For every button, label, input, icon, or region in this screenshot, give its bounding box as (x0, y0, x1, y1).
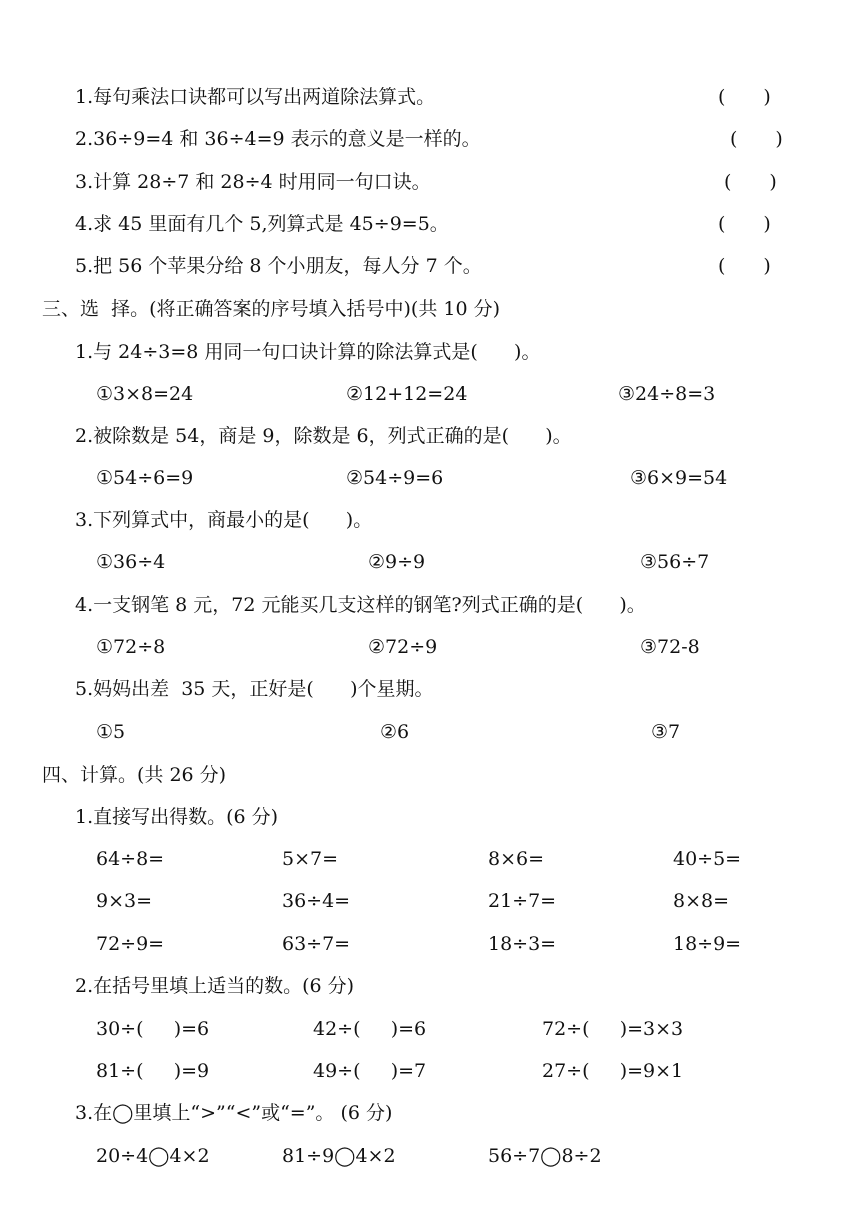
calc-item[interactable]: 40÷5= (673, 848, 742, 870)
choice-option[interactable]: ①5 (96, 721, 126, 743)
compare-item[interactable]: 20÷4◯4×2 (96, 1145, 210, 1167)
fill-item[interactable]: 42÷( )=6 (313, 1018, 427, 1040)
answer-paren-2[interactable]: ( ) (730, 128, 783, 150)
choice-option[interactable]: ③72-8 (640, 636, 700, 658)
fill-item[interactable]: 27÷( )=9×1 (542, 1060, 684, 1082)
choice-question-4: 4.一支钢笔 8 元，72 元能买几支这样的钢笔?列式正确的是( )。 (75, 594, 646, 616)
compare-item[interactable]: 56÷7◯8÷2 (488, 1145, 602, 1167)
answer-paren-5[interactable]: ( ) (718, 255, 771, 277)
choice-question-3: 3.下列算式中，商最小的是( )。 (75, 509, 373, 531)
judge-item-1: 1.每句乘法口诀都可以写出两道除法算式。 (75, 86, 436, 108)
calc-item[interactable]: 18÷9= (673, 933, 742, 955)
calc-item[interactable]: 18÷3= (488, 933, 557, 955)
judge-item-4: 4.求 45 里面有几个 5,列算式是 45÷9=5。 (75, 213, 449, 235)
answer-paren-3[interactable]: ( ) (724, 171, 777, 193)
choice-option[interactable]: ①54÷6=9 (96, 467, 194, 489)
answer-paren-4[interactable]: ( ) (718, 213, 771, 235)
choice-option[interactable]: ③6×9=54 (630, 467, 728, 489)
section4-heading: 四、计算。(共 26 分) (42, 764, 227, 786)
choice-option[interactable]: ③7 (651, 721, 681, 743)
calc-item[interactable]: 5×7= (282, 848, 339, 870)
choice-option[interactable]: ①72÷8 (96, 636, 166, 658)
choice-question-2: 2.被除数是 54，商是 9，除数是 6，列式正确的是( )。 (75, 425, 572, 447)
choice-option[interactable]: ②12+12=24 (346, 383, 468, 405)
calc-item[interactable]: 9×3= (96, 890, 153, 912)
calc-part2-title: 2.在括号里填上适当的数。(6 分) (75, 975, 355, 997)
choice-option[interactable]: ②9÷9 (368, 551, 426, 573)
judge-item-2: 2.36÷9=4 和 36÷4=9 表示的意义是一样的。 (75, 128, 481, 150)
choice-option[interactable]: ①3×8=24 (96, 383, 194, 405)
compare-item[interactable]: 81÷9◯4×2 (282, 1145, 396, 1167)
choice-option[interactable]: ①36÷4 (96, 551, 166, 573)
calc-item[interactable]: 8×8= (673, 890, 730, 912)
choice-option[interactable]: ②54÷9=6 (346, 467, 444, 489)
choice-option[interactable]: ②72÷9 (368, 636, 438, 658)
calc-part3-title: 3.在◯里填上“>”“<”或“=”。 (6 分) (75, 1102, 393, 1124)
calc-item[interactable]: 64÷8= (96, 848, 165, 870)
answer-paren-1[interactable]: ( ) (718, 86, 771, 108)
calc-item[interactable]: 72÷9= (96, 933, 165, 955)
calc-item[interactable]: 21÷7= (488, 890, 557, 912)
judge-item-5: 5.把 56 个苹果分给 8 个小朋友，每人分 7 个。 (75, 255, 482, 277)
calc-item[interactable]: 63÷7= (282, 933, 351, 955)
fill-item[interactable]: 49÷( )=7 (313, 1060, 427, 1082)
choice-question-1: 1.与 24÷3=8 用同一句口诀计算的除法算式是( )。 (75, 341, 541, 363)
calc-part1-title: 1.直接写出得数。(6 分) (75, 806, 279, 828)
choice-option[interactable]: ③56÷7 (640, 551, 710, 573)
choice-question-5: 5.妈妈出差 35 天，正好是( )个星期。 (75, 678, 434, 700)
calc-item[interactable]: 8×6= (488, 848, 545, 870)
judge-item-3: 3.计算 28÷7 和 28÷4 时用同一句口诀。 (75, 171, 431, 193)
choice-option[interactable]: ②6 (380, 721, 410, 743)
fill-item[interactable]: 30÷( )=6 (96, 1018, 210, 1040)
choice-option[interactable]: ③24÷8=3 (618, 383, 716, 405)
calc-item[interactable]: 36÷4= (282, 890, 351, 912)
section3-heading: 三、选 择。(将正确答案的序号填入括号中)(共 10 分) (42, 298, 500, 320)
fill-item[interactable]: 72÷( )=3×3 (542, 1018, 684, 1040)
fill-item[interactable]: 81÷( )=9 (96, 1060, 210, 1082)
